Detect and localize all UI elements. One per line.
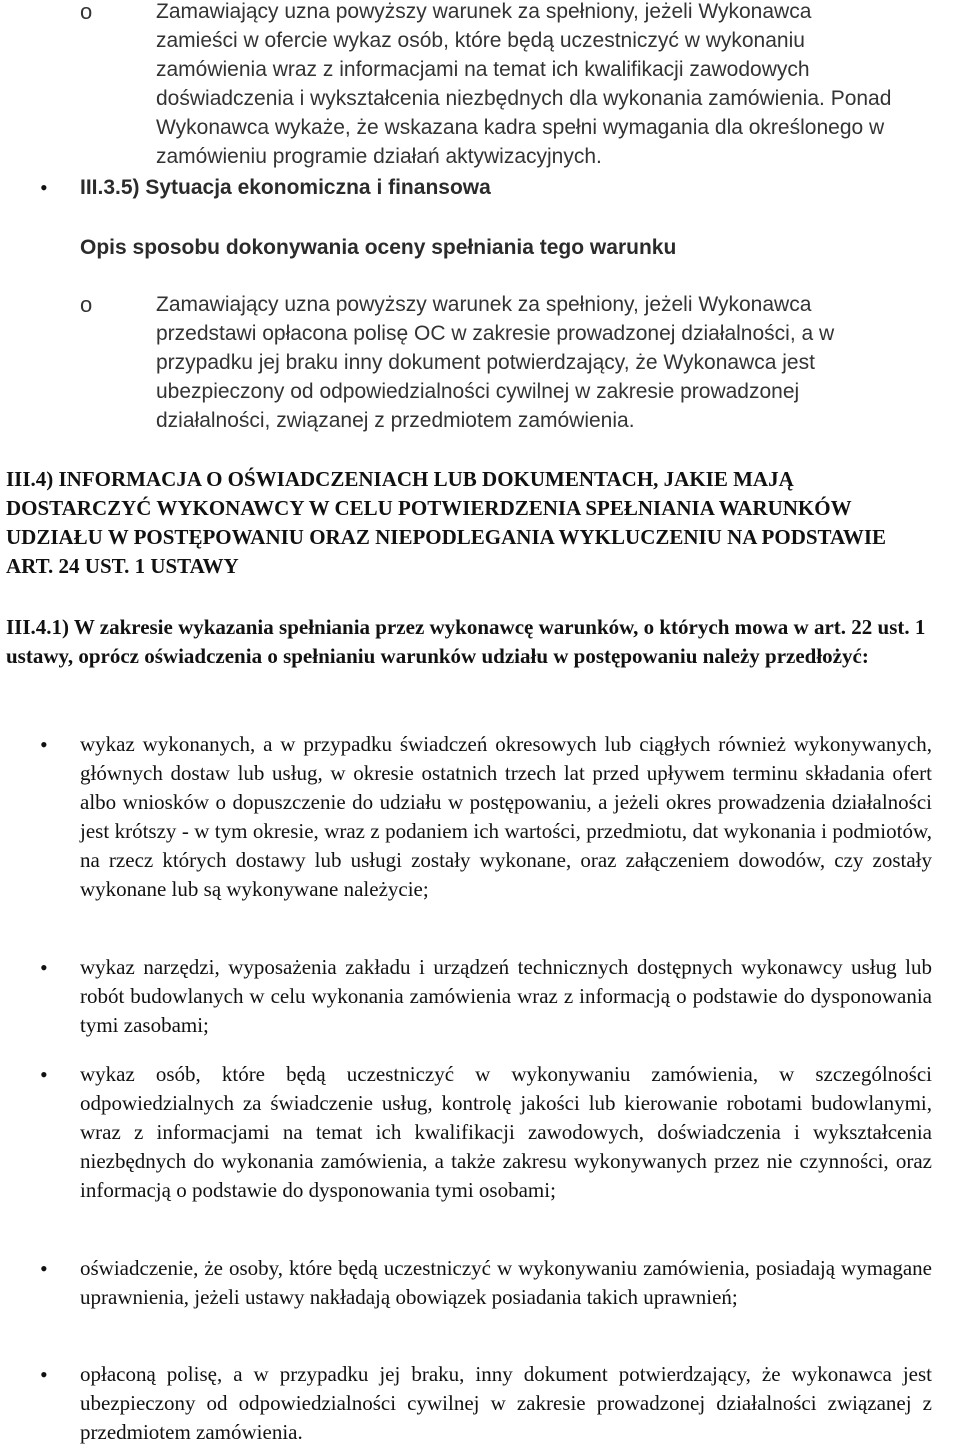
bullet-icon: • bbox=[40, 732, 48, 757]
bullet-icon: • bbox=[40, 1256, 48, 1281]
top-item-text: Zamawiający uzna powyższy warunek za spełniony, jeżeli Wykonawca zamieści w ofercie wykaz osób, które będą uczestniczyć w wykonaniu zamówienia wraz z informacjami na temat ich kwalifikacji zawodowych doświadczenia i wykształcenia niezbędnych dla wykonania zamówienia. Ponad Wykonawca wykaże, że wskazana kadra spełni wymagania dla określonego w zamówieniu programie działań aktywizacyjnych. bbox=[156, 0, 892, 168]
assessment-heading: Opis sposobu dokonywania oceny spełniania tego warunku bbox=[80, 236, 677, 259]
assessment-item-text: Zamawiający uzna powyższy warunek za spełniony, jeżeli Wykonawca przedstawi opłacona polisę OC w zakresie prowadzonej działalności, a w przypadku jej braku inny dokument potwierdzający, że Wykonawca jest ubezpieczony od odpowiedzialności cywilnej w zakresie prowadzonej działalności, związanej z przedmiotem zamówienia. bbox=[156, 293, 835, 432]
bullet-item-text: wykaz narzędzi, wyposażenia zakładu i urządzeń technicznych dostępnych wykonawcy usług lub robót budowlanych w celu wykonania zamówienia wraz z informacją o podstawie do dysponowania tymi zasobami; bbox=[80, 955, 932, 1037]
bullet-item-text: opłaconą polisę, a w przypadku jej braku, inny dokument potwierdzający, że wykonawca jest ubezpieczony od odpowiedzialności cywilnej w zakresie prowadzonej działalności związanej z przedmiotem zamówienia. bbox=[80, 1362, 932, 1444]
bullet-icon: • bbox=[40, 1362, 48, 1387]
bullet-item-text: oświadczenie, że osoby, które będą uczestniczyć w wykonywaniu zamówienia, posiadają wymagane uprawnienia, jeżeli ustawy nakładają obowiązek posiadania takich uprawnień; bbox=[80, 1256, 932, 1309]
bullet-icon: • bbox=[40, 955, 48, 980]
bullet-item-text: wykaz osób, które będą uczestniczyć w wykonywaniu zamówienia, w szczególności odpowiedzialnych za świadczenie usług, kontrolę jakości lub kierowanie robotami budowlanymi, wraz z informacjami na temat ich kwalifikacji zawodowych, doświadczenia i wykształcenia niezbędnych do wykonania zamówienia, a także zakresu wykonywanych przez nie czynności, oraz informacją o podstawie do dysponowania tymi osobami; bbox=[80, 1062, 932, 1202]
section-335-title: III.3.5) Sytuacja ekonomiczna i finansowa bbox=[80, 176, 491, 199]
list-marker: o bbox=[80, 0, 93, 24]
section-34-heading: III.4) INFORMACJA O OŚWIADCZENIACH LUB DOKUMENTACH, JAKIE MAJĄ DOSTARCZYĆ WYKONAWCY W CELU POTWIERDZENIA SPEŁNIANIA WARUNKÓW UDZIAŁU W POSTĘPOWANIU ORAZ NIEPODLEGANIA WYKLUCZENIU NA PODSTAWIE ART. 24 UST. 1 USTAWY bbox=[6, 467, 887, 578]
section-341-heading: III.4.1) W zakresie wykazania spełniania przez wykonawcę warunków, o których mowa w art. 22 ust. 1 ustawy, oprócz oświadczenia o spełnianiu warunków udziału w postępowaniu należy przedłożyć: bbox=[6, 615, 926, 668]
bullet-icon: • bbox=[40, 175, 48, 200]
bullet-icon: • bbox=[40, 1062, 48, 1087]
bullet-item-text: wykaz wykonanych, a w przypadku świadczeń okresowych lub ciągłych również wykonywanych, głównych dostaw lub usług, w okresie ostatnich trzech lat przed upływem terminu składania ofert albo wniosków o dopuszczenie do udziału w postępowaniu, a jeżeli okres prowadzenia działalności jest krótszy - w tym okresie, wraz z podaniem ich wartości, przedmiotu, dat wykonania i podmiotów, na rzecz których dostawy lub usługi zostały wykonane, oraz załączeniem dowodów, czy zostały wykonane lub są wykonywane należycie; bbox=[80, 732, 932, 901]
list-marker: o bbox=[80, 292, 93, 317]
